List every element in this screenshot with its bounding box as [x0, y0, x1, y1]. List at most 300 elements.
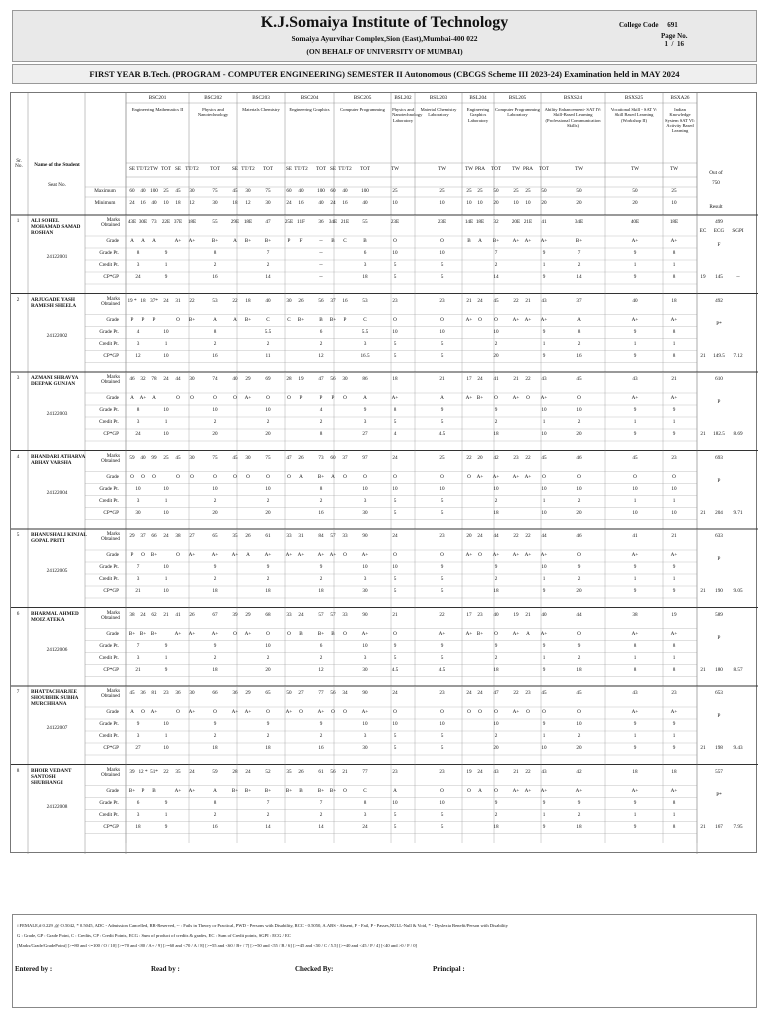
- seat-number: 24122004: [46, 489, 68, 496]
- sub-column-header: TOT: [316, 166, 326, 172]
- grade-point-value: --: [319, 250, 323, 256]
- cpgp-value: 30: [362, 588, 368, 594]
- credit-point-value: 1: [542, 340, 546, 347]
- grade-value: A+: [139, 395, 147, 401]
- grade-value: A: [213, 787, 217, 794]
- mark-value: 33: [286, 611, 292, 618]
- grade-point-value: 5.5: [361, 328, 369, 335]
- mark-value: 23: [439, 768, 445, 775]
- credit-point-value: 1: [672, 733, 676, 739]
- credit-point-value: 1: [164, 340, 168, 347]
- credit-point-value: 1: [633, 733, 637, 739]
- read-by-label: Read by :: [151, 965, 180, 973]
- cpgp-value: 16: [318, 745, 324, 751]
- subject-title: Ability Enhancement- SAT IV: Skill-Based Learning (Professional Communication Skills): [544, 107, 602, 128]
- mark-value: 16: [342, 297, 348, 304]
- grade-point-value: 9: [494, 642, 498, 649]
- student-name: BHOIR VEDANT SANTOSH SHUBHANGI: [31, 767, 72, 786]
- max-mark: 60: [129, 188, 135, 194]
- mark-value: 25: [439, 454, 445, 461]
- grade-point-value: 8: [319, 485, 323, 492]
- grade-label: Grade: [106, 709, 119, 715]
- ec-value: 19: [700, 274, 706, 280]
- credit-point-value: 2: [577, 733, 581, 739]
- student-name: AZMANI SHRAVYA DEEPAK GUNJAN: [31, 375, 79, 388]
- ecg-value: 180: [715, 666, 723, 673]
- mark-value: 23: [671, 690, 677, 696]
- student-name-header: Name of the Student: [34, 162, 80, 168]
- grade-value: A: [152, 238, 156, 244]
- mark-value: 41: [632, 533, 638, 539]
- sr-number: 6: [16, 610, 20, 617]
- cpgp-value: 18: [362, 274, 368, 280]
- credit-point-value: 1: [633, 340, 637, 347]
- mark-value: 21: [671, 533, 677, 539]
- total-marks: 589: [715, 611, 723, 618]
- cpgp-value: 8: [672, 352, 676, 359]
- grade-value: C: [266, 316, 270, 323]
- grade-value: A+: [512, 552, 520, 558]
- credit-point-value: 3: [363, 340, 367, 347]
- grade-point-value: 9: [633, 328, 637, 335]
- sr-number: 4: [16, 453, 20, 460]
- mark-value: 22: [163, 768, 169, 775]
- mark-value: 46: [129, 376, 135, 382]
- grade-point-label: Grade Pt.: [99, 721, 119, 727]
- sub-column-header: TW: [390, 166, 400, 172]
- student-name: ALI SOHEL MOHAMAD SAMAD ROSHAN: [31, 218, 81, 237]
- cpgp-value: 24: [362, 823, 368, 830]
- grade-point-label: Grade Pt.: [99, 564, 119, 570]
- grade-value: A+: [631, 630, 639, 637]
- grade-point-value: 10: [392, 328, 398, 335]
- credit-point-value: 5: [440, 262, 444, 268]
- sgpi-value: 7.95: [733, 823, 743, 830]
- cpgp-value: 20: [576, 509, 582, 516]
- grade-point-value: 9: [164, 250, 168, 256]
- grade-value: A+: [188, 709, 196, 715]
- grade-value: A+: [465, 316, 473, 323]
- credit-point-value: 3: [136, 419, 140, 425]
- grade-value: O: [526, 709, 530, 715]
- credit-point-value: 3: [136, 262, 140, 268]
- min-mark: 40: [362, 200, 368, 206]
- mark-value: 45: [175, 454, 181, 461]
- grade-value: B+: [150, 630, 158, 637]
- mark-value: 26: [189, 611, 195, 618]
- cpgp-value: 4.5: [438, 666, 446, 673]
- grade-value: O: [176, 709, 180, 715]
- maximum-label: Maximum: [94, 188, 116, 194]
- grade-value: A+: [670, 787, 678, 794]
- grade-value: B: [299, 630, 303, 637]
- grade-point-value: 10: [576, 485, 582, 492]
- cpgp-label: CP*GP: [103, 509, 119, 516]
- mark-value: 35: [286, 768, 292, 775]
- grade-value: A+: [631, 395, 639, 401]
- mark-value: 21: [525, 611, 531, 618]
- grade-point-value: 9: [633, 407, 637, 413]
- result-status: P: [717, 634, 721, 641]
- cpgp-value: 14: [493, 274, 499, 280]
- grade-point-value: 10: [392, 485, 398, 492]
- college-code: College Code 691: [619, 21, 678, 29]
- grade-point-label: Grade Pt.: [99, 485, 119, 492]
- grade-point-value: 10: [265, 407, 271, 413]
- mark-value: 40: [541, 611, 547, 618]
- mark-value: 23E: [390, 219, 400, 225]
- grade-point-value: 9: [266, 564, 270, 570]
- result-status: P*: [716, 791, 722, 798]
- credit-point-value: 2: [577, 262, 581, 268]
- cpgp-value: 9: [633, 274, 637, 280]
- cpgp-value: 11: [265, 352, 271, 359]
- grade-point-value: 10: [392, 250, 398, 256]
- cpgp-value: 20: [265, 509, 271, 516]
- grade-point-value: 10: [163, 328, 169, 335]
- mark-value: 22: [189, 297, 195, 304]
- credit-point-value: 2: [319, 733, 323, 739]
- cpgp-value: 9: [633, 823, 637, 830]
- max-mark: 45: [175, 188, 181, 194]
- mark-value: 19: [671, 611, 677, 618]
- seat-number: 24122006: [46, 646, 68, 653]
- cpgp-value: 5: [440, 274, 444, 280]
- cpgp-value: 18: [265, 745, 271, 751]
- mark-value: 90: [362, 611, 368, 618]
- grade-value: O: [542, 709, 546, 715]
- mark-value: 21: [392, 611, 398, 618]
- ecg-value: 167: [715, 823, 723, 830]
- cpgp-value: 9: [633, 352, 637, 359]
- grade-value: A+: [540, 395, 548, 401]
- grade-value: B+: [264, 787, 272, 794]
- institute-name: K.J.Somaiya Institute of Technology: [260, 14, 509, 31]
- mark-value: 26: [298, 768, 304, 775]
- mark-value: 21: [466, 297, 472, 304]
- credit-point-value: 5: [440, 733, 444, 739]
- grade-value: A+: [492, 552, 500, 558]
- grade-value: A+: [361, 552, 369, 558]
- mark-value: 51*: [150, 768, 158, 775]
- credit-point-value: 2: [494, 419, 498, 425]
- mark-value: 38: [175, 533, 181, 539]
- sub-column-header: TOT: [210, 166, 220, 172]
- grade-point-value: 10: [541, 407, 547, 413]
- grade-point-value: 7: [266, 799, 270, 806]
- credit-point-value: 3: [363, 811, 367, 818]
- credit-point-value: 5: [440, 419, 444, 425]
- cpgp-value: 18: [493, 823, 499, 830]
- credit-point-value: 1: [164, 654, 168, 661]
- mark-value: 21: [342, 768, 348, 775]
- max-mark: 25: [477, 188, 483, 194]
- mark-value: 46: [576, 533, 582, 539]
- credit-point-value: 5: [440, 340, 444, 347]
- result-status: P: [717, 477, 721, 484]
- grade-value: B+: [150, 552, 158, 558]
- grade-value: A+: [670, 709, 678, 715]
- grade-value: O: [141, 709, 145, 715]
- grade-value: P: [152, 316, 156, 323]
- grade-value: A: [299, 473, 303, 480]
- subject-title: Computer Programming: [340, 107, 385, 112]
- grade-value: A+: [631, 709, 639, 715]
- cpgp-value: 8: [633, 666, 637, 673]
- legend-footer: [12, 914, 757, 1008]
- grade-value: A: [130, 238, 134, 244]
- grade-point-label: Grade Pt.: [99, 328, 119, 335]
- cpgp-value: 18: [493, 588, 499, 594]
- mark-value: 34E: [574, 219, 584, 225]
- grade-point-value: 9: [633, 721, 637, 727]
- mark-value: 25E: [284, 219, 294, 225]
- grade-point-value: 8: [136, 250, 140, 256]
- cpgp-value: 8: [672, 823, 676, 830]
- credit-point-label: Credit Pt.: [99, 419, 119, 425]
- max-mark: 50: [632, 188, 638, 194]
- mark-value: 23: [439, 297, 445, 304]
- grade-value: B: [319, 316, 323, 323]
- grade-value: A: [130, 709, 134, 715]
- cpgp-value: 10: [163, 352, 169, 359]
- result-header: Result: [709, 204, 723, 210]
- grade-point-value: 8: [393, 407, 397, 413]
- cpgp-value: 30: [362, 666, 368, 673]
- cpgp-value: 20: [265, 431, 271, 437]
- credit-point-value: 5: [393, 497, 397, 504]
- mark-value: 18: [245, 297, 251, 304]
- grade-value: A: [130, 395, 134, 401]
- mark-value: 40: [232, 376, 238, 382]
- report-header: [12, 10, 757, 62]
- mark-value: 22: [525, 376, 531, 382]
- grade-value: A: [440, 395, 444, 401]
- grade-value: O: [393, 473, 397, 480]
- cpgp-value: 12: [318, 352, 324, 359]
- credit-point-value: 2: [494, 497, 498, 504]
- total-marks: 610: [715, 376, 723, 382]
- seat-number-header: Seat No.: [48, 182, 66, 188]
- credit-point-value: 2: [494, 340, 498, 347]
- cpgp-value: 18: [493, 666, 499, 673]
- mark-value: 41: [541, 219, 547, 225]
- total-marks: 653: [715, 690, 723, 696]
- grade-point-value: 9: [213, 642, 217, 649]
- mark-value: 47: [265, 219, 271, 225]
- mark-value: 59: [212, 768, 218, 775]
- mark-value: 18E: [187, 219, 197, 225]
- mark-value: 37: [342, 454, 348, 461]
- cpgp-value: 20: [493, 745, 499, 751]
- subject-code: BSC203: [252, 95, 270, 101]
- grade-point-value: 7: [136, 642, 140, 649]
- mark-value: 47: [286, 454, 292, 461]
- mark-value: 19: [513, 611, 519, 618]
- grade-value: A+: [361, 709, 369, 715]
- min-mark: 20: [493, 200, 499, 206]
- grade-point-value: 9: [542, 250, 546, 256]
- student-name: BHARMAL AHMED MOIZ ATEKA: [31, 610, 79, 623]
- grade-value: O: [467, 473, 471, 480]
- subject-code: BSC201: [148, 95, 167, 101]
- credit-point-value: 3: [363, 733, 367, 739]
- grade-point-value: 10: [541, 485, 547, 492]
- mark-value: 18: [671, 297, 677, 304]
- subject-title: Engineering Mathematics II: [131, 107, 184, 112]
- mark-value: 18: [392, 376, 398, 382]
- min-mark: 16: [298, 200, 304, 206]
- credit-point-value: 2: [494, 262, 498, 268]
- mark-value: 65: [212, 533, 218, 539]
- mark-value: 11F: [297, 219, 305, 225]
- mark-value: 35: [232, 533, 238, 539]
- marks-obtained-label: Marks Obtained: [100, 452, 120, 464]
- mark-value: 37: [330, 297, 336, 304]
- subject-code: BSC204: [300, 95, 319, 101]
- grade-point-value: 9: [542, 642, 546, 649]
- grade-point-value: 9: [363, 407, 367, 413]
- subject-code: BSL203: [429, 95, 448, 101]
- mark-value: 22: [513, 533, 519, 539]
- cpgp-value: 5: [393, 823, 397, 830]
- grade-point-value: 8: [213, 328, 217, 335]
- cpgp-value: 5: [393, 352, 397, 359]
- cpgp-value: 9: [542, 666, 546, 673]
- credit-point-value: 5: [393, 654, 397, 661]
- sub-column-header: TOT: [539, 166, 549, 172]
- max-mark: 75: [265, 188, 271, 194]
- grade-value: O: [467, 709, 471, 715]
- grade-value: O: [233, 473, 237, 480]
- mark-value: 24: [477, 690, 483, 696]
- credit-point-value: 2: [213, 419, 217, 425]
- grade-point-value: 10: [362, 721, 368, 727]
- credit-point-value: 5: [440, 654, 444, 661]
- grade-value: B+: [329, 316, 337, 323]
- grade-point-value: 9: [494, 799, 498, 806]
- grade-value: B: [467, 238, 471, 244]
- grade-point-value: 9: [633, 250, 637, 256]
- grade-point-value: 10: [362, 642, 368, 649]
- grade-value: A+: [670, 552, 678, 558]
- mark-value: 57: [318, 611, 324, 618]
- subject-code: BSC202: [204, 95, 222, 101]
- grade-value: A+: [670, 316, 678, 323]
- mark-value: 50: [286, 690, 292, 696]
- grade-value: A+: [512, 709, 520, 715]
- mark-value: 26: [298, 297, 304, 304]
- sub-column-header: TT/T2: [136, 166, 150, 172]
- mark-value: 23: [671, 454, 677, 461]
- mark-value: 97: [362, 454, 368, 461]
- cpgp-value: 16: [212, 352, 218, 359]
- mark-value: 45: [232, 454, 238, 461]
- grade-value: A+: [465, 395, 473, 401]
- cpgp-value: 9: [164, 823, 168, 830]
- cpgp-value: 9: [633, 588, 637, 594]
- grade-value: B: [331, 630, 335, 637]
- credit-point-value: 1: [164, 419, 168, 425]
- credit-point-value: 2: [319, 419, 323, 425]
- mark-value: 24: [298, 611, 304, 618]
- credit-point-value: 2: [266, 419, 270, 425]
- mark-value: 18E: [475, 219, 485, 225]
- grade-value: B+: [128, 787, 136, 794]
- grade-value: O: [266, 395, 270, 401]
- mark-value: 30: [189, 690, 195, 696]
- cpgp-value: 5: [393, 745, 397, 751]
- grade-point-value: 10: [163, 564, 169, 570]
- sub-column-header: SE: [329, 166, 337, 172]
- subject-code: BSXA26: [670, 95, 690, 101]
- sr-number: 8: [16, 767, 20, 774]
- grade-value: O: [176, 316, 180, 323]
- grade-value: O: [343, 552, 347, 558]
- grade-point-value: 8: [136, 407, 140, 413]
- sgpi-header: SGPI: [732, 228, 744, 234]
- ec-value: 21: [700, 431, 706, 437]
- mark-value: 24: [245, 768, 251, 775]
- mark-value: 24: [466, 690, 472, 696]
- min-mark: 10: [477, 200, 483, 206]
- grade-value: B: [363, 238, 367, 244]
- grade-point-value: 10: [576, 721, 582, 727]
- credit-point-value: 1: [542, 811, 546, 818]
- marks-obtained-label: Marks Obtained: [100, 688, 120, 700]
- min-mark: 24: [286, 200, 292, 206]
- mark-value: 78: [151, 376, 157, 382]
- seat-number: 24122002: [46, 332, 68, 339]
- sub-column-header: TT/T2: [185, 166, 199, 172]
- checked-by-label: Checked By:: [295, 965, 334, 973]
- mark-value: 24: [477, 768, 483, 775]
- mark-value: 26: [298, 454, 304, 461]
- mark-value: 69: [265, 376, 271, 382]
- credit-point-label: Credit Pt.: [99, 340, 119, 347]
- grade-point-value: 9: [440, 564, 444, 570]
- cpgp-value: 20: [576, 588, 582, 594]
- mark-value: 66: [212, 690, 218, 696]
- grade-value: O: [393, 630, 397, 637]
- grade-value: B+: [211, 238, 219, 244]
- credit-point-value: 3: [136, 733, 140, 739]
- min-mark: 24: [330, 200, 336, 206]
- grade-value: A+: [670, 238, 678, 244]
- mark-value: 30: [189, 454, 195, 461]
- grade-value: A+: [524, 787, 532, 794]
- mark-value: 37E: [173, 219, 183, 225]
- grade-point-value: 10: [362, 485, 368, 492]
- grade-value: O: [672, 473, 676, 480]
- total-marks: 499: [715, 219, 723, 225]
- credit-point-value: 5: [440, 811, 444, 818]
- credit-point-value: 3: [136, 576, 140, 582]
- cpgp-value: 5: [393, 588, 397, 594]
- grade-value: A+: [476, 473, 484, 480]
- grade-point-value: 9: [633, 799, 637, 806]
- grade-point-value: 10: [493, 328, 499, 335]
- grade-point-value: 4: [319, 407, 323, 413]
- seat-number: 24122003: [46, 411, 68, 417]
- mark-value: 39: [232, 611, 238, 618]
- grade-value: O: [440, 238, 444, 244]
- mark-value: 47: [493, 690, 499, 696]
- cpgp-value: 30: [135, 509, 141, 516]
- grade-label: Grade: [106, 787, 119, 794]
- mark-value: 25: [163, 454, 169, 461]
- credit-point-value: 2: [213, 576, 217, 582]
